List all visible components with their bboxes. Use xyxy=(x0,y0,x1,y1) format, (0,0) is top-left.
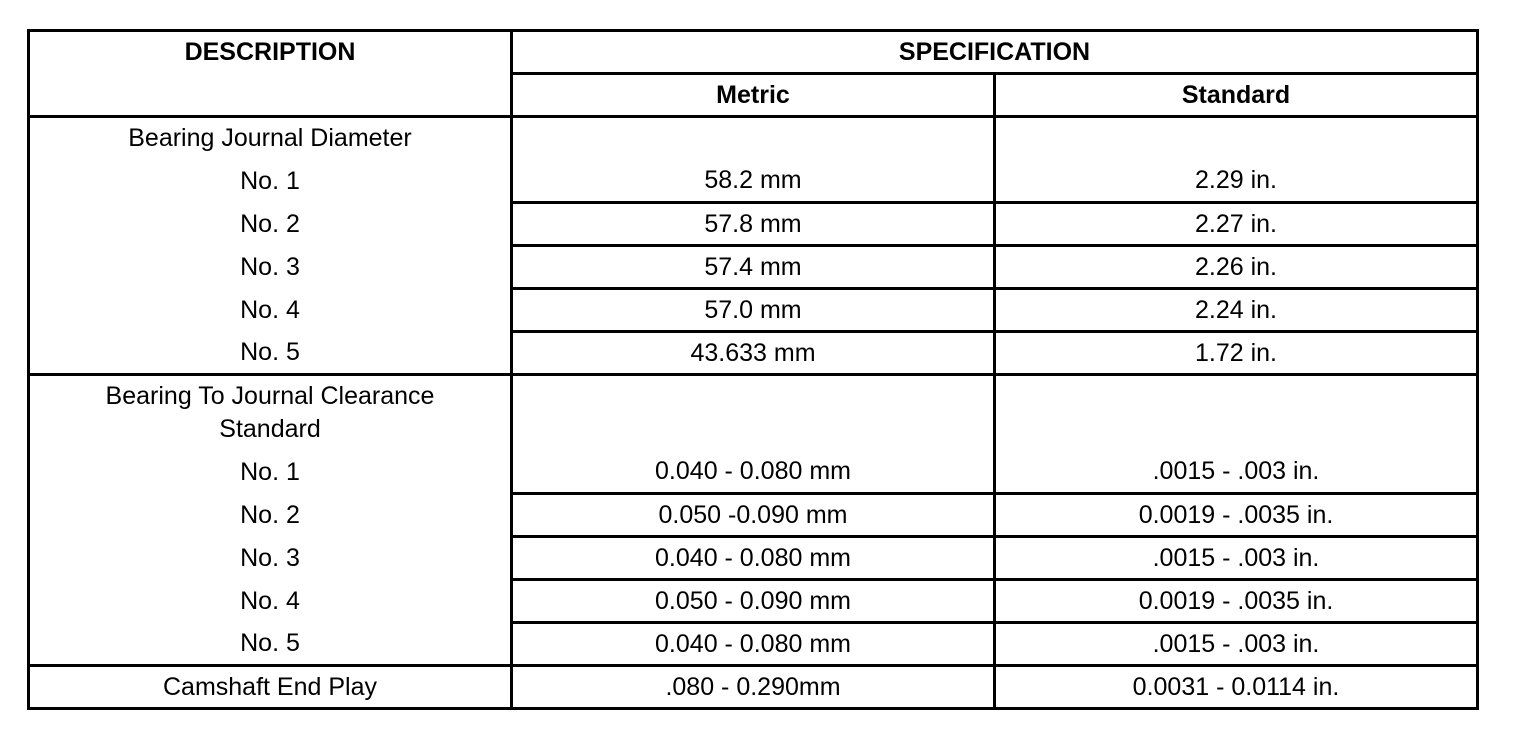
empty-standard-cell xyxy=(995,375,1478,451)
standard-value: 2.26 in. xyxy=(995,246,1478,289)
table-row xyxy=(29,451,1478,494)
metric-value: 43.633 mm xyxy=(512,332,995,375)
description-header-text: DESCRIPTION xyxy=(184,38,356,66)
row-label: No. 2 xyxy=(29,203,512,246)
standard-value: 2.29 in. xyxy=(995,160,1478,203)
row-label: No. 4 xyxy=(29,580,512,623)
group-title xyxy=(29,375,512,451)
row-label: No. 2 xyxy=(29,494,512,537)
standard-value: .0015 - .003 in. xyxy=(995,537,1478,580)
standard-value: .0015 - .003 in. xyxy=(995,623,1478,666)
standard-value: 2.24 in. xyxy=(995,289,1478,332)
standard-value: 2.27 in. xyxy=(995,203,1478,246)
group-title-row xyxy=(29,375,1478,451)
row-label: No. 3 xyxy=(29,246,512,289)
metric-value: 57.0 mm xyxy=(512,289,995,332)
metric-value: 57.4 mm xyxy=(512,246,995,289)
metric-value: 58.2 mm xyxy=(512,160,995,203)
row-label: No. 1 xyxy=(29,160,512,203)
table-row xyxy=(29,160,1478,203)
table-row xyxy=(29,332,1478,375)
table-row xyxy=(29,246,1478,289)
empty-metric-cell xyxy=(512,117,995,160)
group-title-line-1: Bearing To Journal Clearance xyxy=(105,382,435,411)
spec-table xyxy=(27,29,1479,710)
empty-standard-cell xyxy=(995,117,1478,160)
metric-value: 0.050 -0.090 mm xyxy=(512,494,995,537)
group-title-row xyxy=(29,117,1478,160)
specification-header: SPECIFICATION xyxy=(512,31,1478,74)
end-play-label: Camshaft End Play xyxy=(29,666,512,709)
metric-header: Metric xyxy=(512,74,995,117)
standard-value: .0015 - .003 in. xyxy=(995,451,1478,494)
end-play-metric: .080 - 0.290mm xyxy=(512,666,995,709)
metric-value: 57.8 mm xyxy=(512,203,995,246)
row-label: No. 1 xyxy=(29,451,512,494)
standard-value: 0.0019 - .0035 in. xyxy=(995,580,1478,623)
end-play-standard: 0.0031 - 0.0114 in. xyxy=(995,666,1478,709)
group-title: Bearing Journal Diameter xyxy=(29,117,512,160)
table-row xyxy=(29,289,1478,332)
metric-value: 0.040 - 0.080 mm xyxy=(512,537,995,580)
header-row-1 xyxy=(29,31,1478,74)
standard-header: Standard xyxy=(995,74,1478,117)
group-title-line-2: Standard xyxy=(219,415,321,444)
table-row xyxy=(29,623,1478,666)
table-row xyxy=(29,494,1478,537)
end-play-row xyxy=(29,666,1478,709)
table-row xyxy=(29,537,1478,580)
row-label: No. 4 xyxy=(29,289,512,332)
empty-metric-cell xyxy=(512,375,995,451)
metric-value: 0.050 - 0.090 mm xyxy=(512,580,995,623)
row-label: No. 3 xyxy=(29,537,512,580)
metric-value: 0.040 - 0.080 mm xyxy=(512,451,995,494)
standard-value: 0.0019 - .0035 in. xyxy=(995,494,1478,537)
table-row xyxy=(29,580,1478,623)
row-label: No. 5 xyxy=(29,623,512,666)
description-header xyxy=(29,31,512,117)
metric-value: 0.040 - 0.080 mm xyxy=(512,623,995,666)
standard-value: 1.72 in. xyxy=(995,332,1478,375)
table-row xyxy=(29,203,1478,246)
row-label: No. 5 xyxy=(29,332,512,375)
